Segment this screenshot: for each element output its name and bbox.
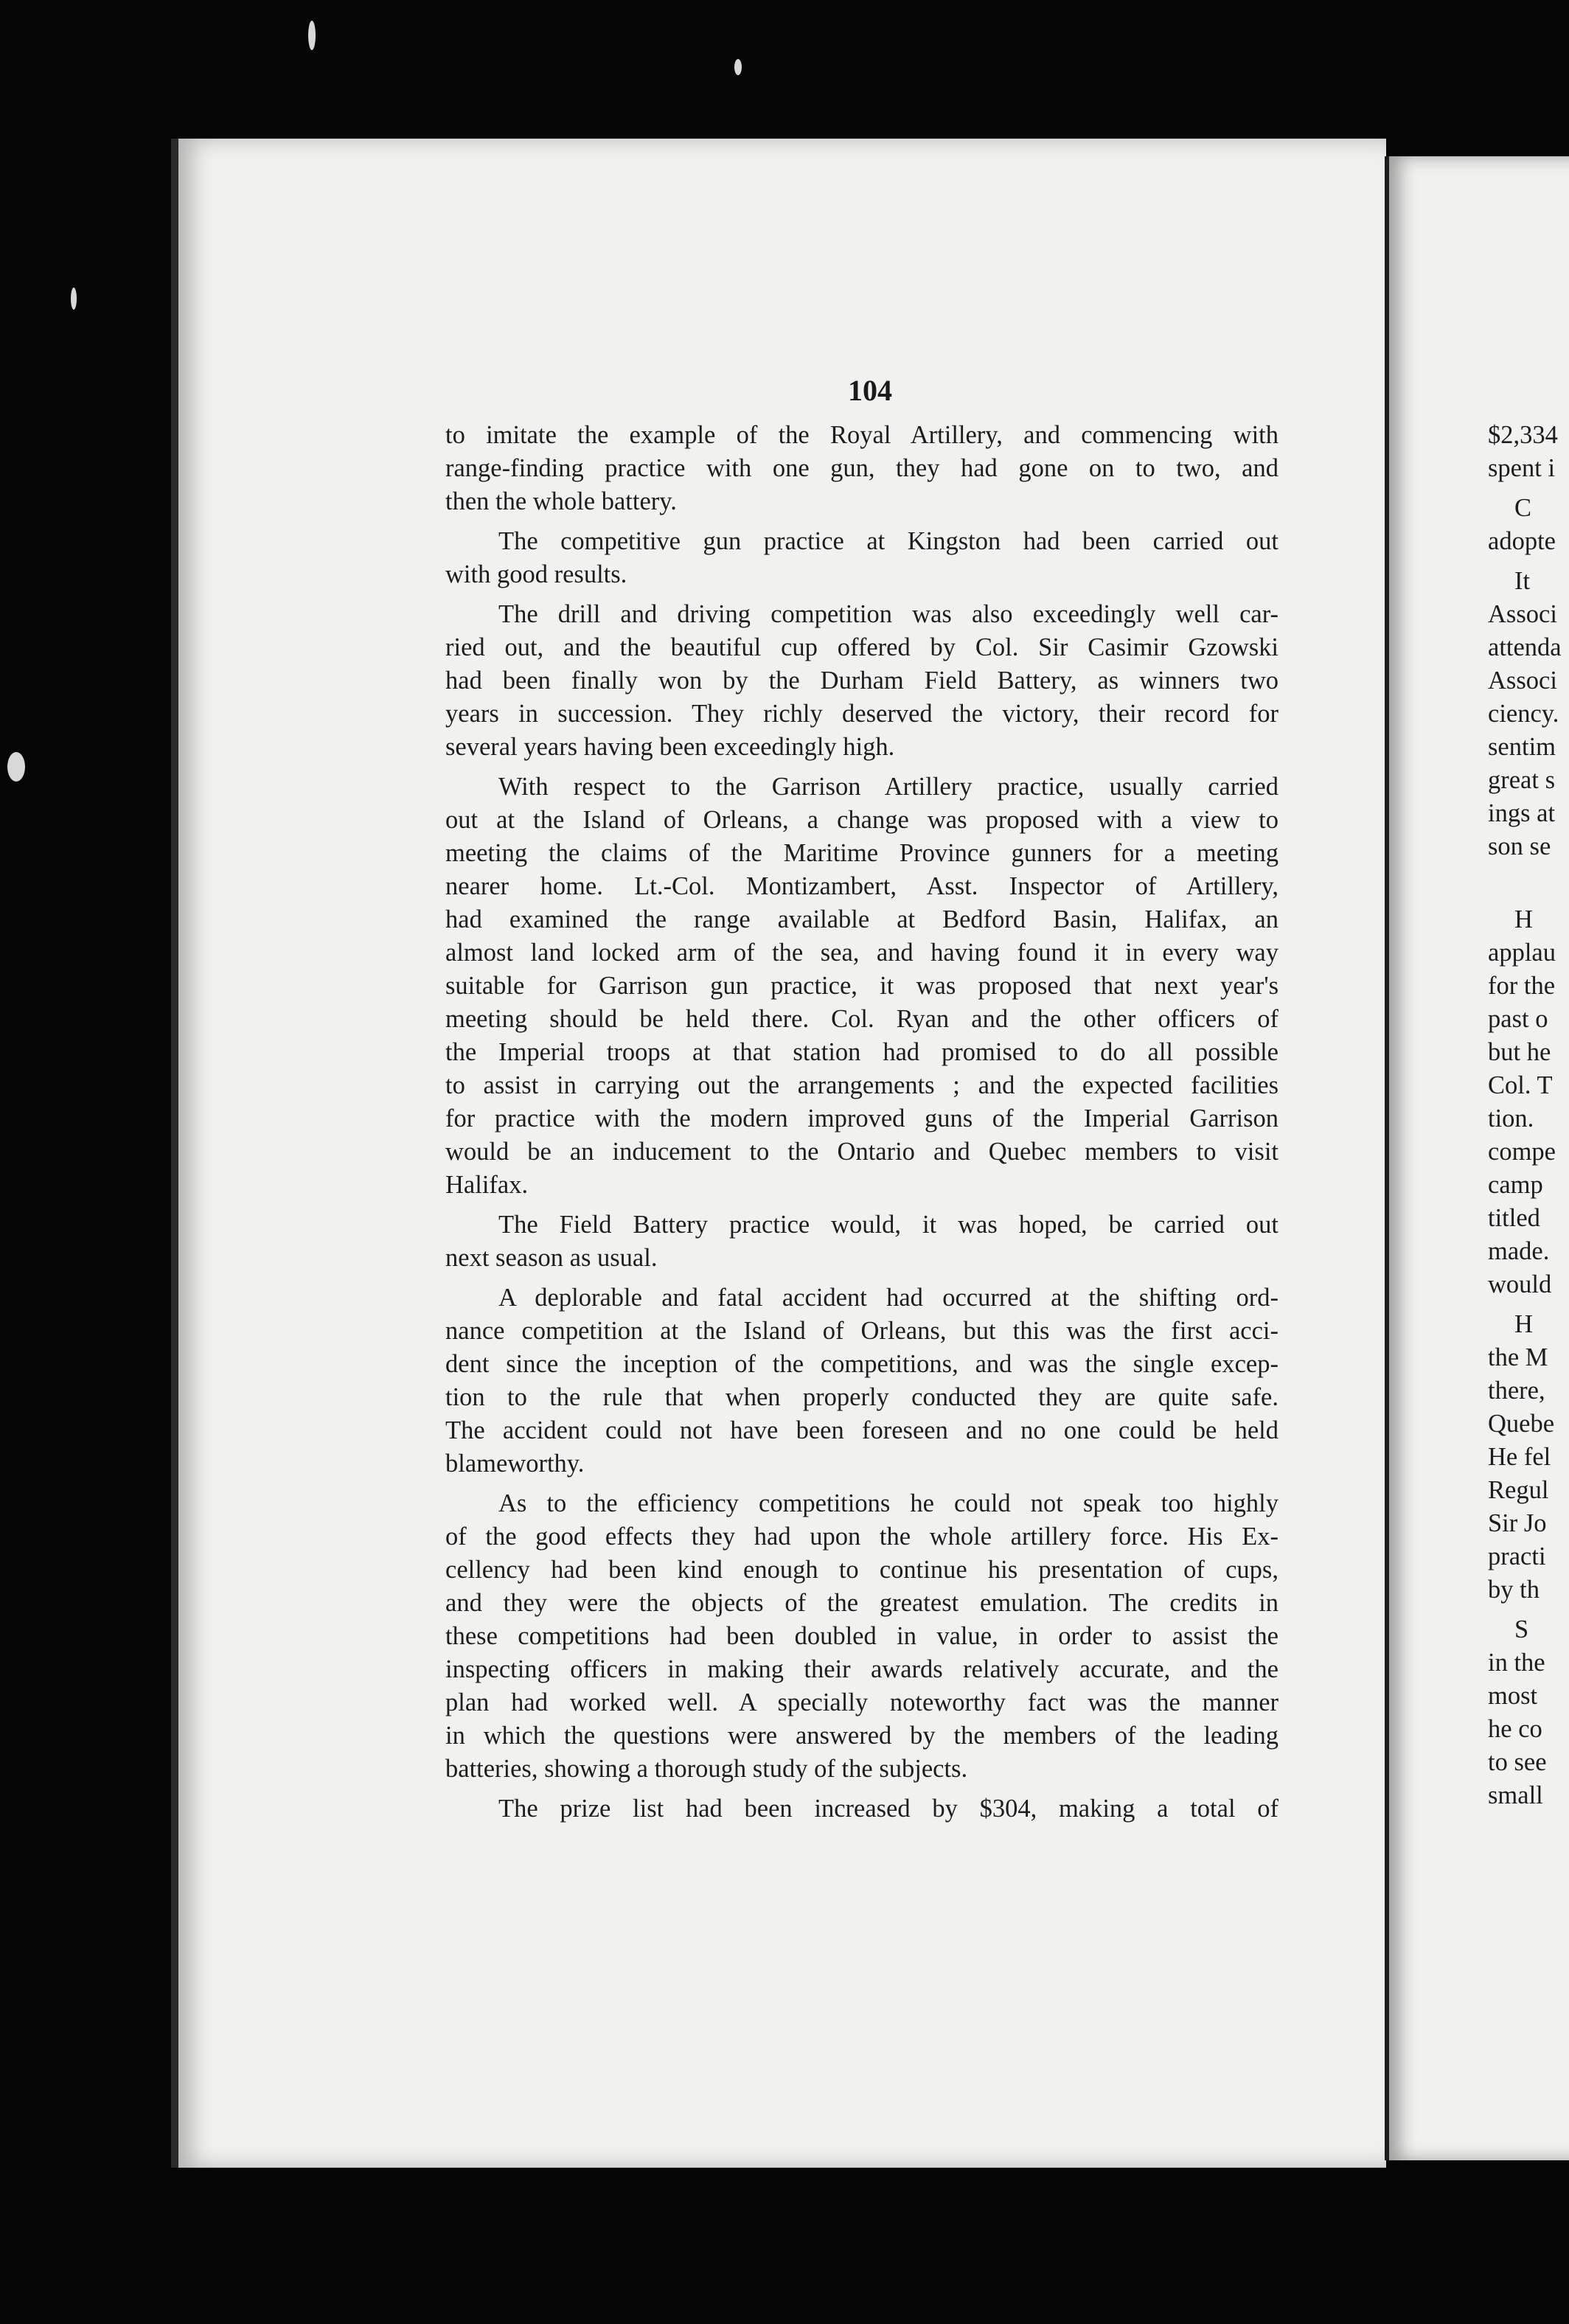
right-text-line: titled bbox=[1488, 1204, 1540, 1232]
right-text-line: past o bbox=[1488, 1005, 1548, 1033]
right-text-line: Sir Jo bbox=[1488, 1509, 1547, 1537]
right-text-line: in the bbox=[1488, 1649, 1545, 1677]
right-text-line: spent i bbox=[1488, 454, 1556, 482]
text-line: out at the Island of Orleans, a change was proposed with a view to bbox=[445, 806, 1278, 834]
right-text-line: Associ bbox=[1488, 600, 1557, 628]
text-line: The prize list had been increased by $304, making a total of bbox=[498, 1795, 1278, 1823]
right-text-line: Col. T bbox=[1488, 1071, 1553, 1099]
text-line: then the whole battery. bbox=[445, 487, 677, 515]
scan-speck bbox=[308, 21, 316, 50]
text-line: had been finally won by the Durham Field Battery, as winners two bbox=[445, 667, 1278, 695]
right-text-line: son se bbox=[1488, 832, 1551, 860]
text-line: meeting the claims of the Maritime Province gunners for a meeting bbox=[445, 839, 1278, 867]
text-line: tion to the rule that when properly conducted they are quite safe. bbox=[445, 1383, 1278, 1411]
left-page-text bbox=[445, 419, 1278, 1826]
text-line: next season as usual. bbox=[445, 1244, 658, 1272]
text-line: dent since the inception of the competitions, and was the single excep- bbox=[445, 1350, 1278, 1378]
right-text-line: camp bbox=[1488, 1171, 1543, 1199]
text-line: blameworthy. bbox=[445, 1450, 585, 1478]
scan-speck bbox=[71, 288, 77, 310]
right-text-line: It bbox=[1514, 567, 1531, 595]
text-line: with good results. bbox=[445, 560, 627, 588]
right-text-line: $2,334 bbox=[1488, 421, 1558, 449]
right-text-line: attenda bbox=[1488, 633, 1562, 661]
text-line: several years having been exceedingly high. bbox=[445, 733, 895, 761]
text-line: meeting should be held there. Col. Ryan and the other officers of bbox=[445, 1005, 1278, 1033]
right-text-line: S bbox=[1514, 1615, 1529, 1643]
text-line: for practice with the modern improved guns of the Imperial Garrison bbox=[445, 1104, 1278, 1133]
text-line: to assist in carrying out the arrangements ; and the expected facilities bbox=[445, 1071, 1278, 1099]
text-line: and they were the objects of the greatest emulation. The credits in bbox=[445, 1589, 1278, 1617]
scan-speck bbox=[7, 752, 25, 782]
text-line: almost land locked arm of the sea, and having found it in every way bbox=[445, 939, 1278, 967]
text-line: A deplorable and fatal accident had occurred at the shifting ord- bbox=[498, 1284, 1278, 1312]
text-line: cellency had been kind enough to continue his presentation of cups, bbox=[445, 1556, 1278, 1584]
text-line: inspecting officers in making their awards relatively accurate, and the bbox=[445, 1655, 1278, 1683]
right-text-line: He fel bbox=[1488, 1443, 1551, 1471]
right-text-line: great s bbox=[1488, 766, 1556, 794]
right-text-line: would bbox=[1488, 1270, 1552, 1298]
text-line: plan had worked well. A specially noteworthy fact was the manner bbox=[445, 1688, 1278, 1716]
text-line: As to the efficiency competitions he could not speak too highly bbox=[498, 1489, 1278, 1517]
right-text-line: made. bbox=[1488, 1237, 1550, 1265]
text-line: With respect to the Garrison Artillery practice, usually carried bbox=[498, 773, 1278, 801]
text-line: in which the questions were answered by the members of the leading bbox=[445, 1722, 1278, 1750]
right-text-line: most bbox=[1488, 1682, 1538, 1710]
right-text-line: by th bbox=[1488, 1576, 1540, 1604]
text-line: the Imperial troops at that station had promised to do all possible bbox=[445, 1038, 1278, 1066]
right-text-line bbox=[1488, 863, 1569, 897]
right-text-line: Quebe bbox=[1488, 1410, 1555, 1438]
text-line: The competitive gun practice at Kingston had been carried out bbox=[498, 527, 1278, 555]
right-text-line: to see bbox=[1488, 1748, 1547, 1776]
right-text-line: there, bbox=[1488, 1377, 1545, 1405]
right-text-line: compe bbox=[1488, 1138, 1556, 1166]
right-text-line: ciency. bbox=[1488, 700, 1559, 728]
right-text-line: applau bbox=[1488, 939, 1556, 967]
text-line: ried out, and the beautiful cup offered by Col. Sir Casimir Gzowski bbox=[445, 633, 1278, 661]
right-text-line: sentim bbox=[1488, 733, 1556, 761]
text-line: nearer home. Lt.-Col. Montizambert, Asst. Inspector of Artillery, bbox=[445, 872, 1278, 900]
right-text-line: C bbox=[1514, 494, 1532, 522]
scan-speck bbox=[734, 59, 742, 75]
right-page-text-cropped bbox=[1488, 419, 1569, 1812]
text-line: to imitate the example of the Royal Artillery, and commencing with bbox=[445, 421, 1278, 449]
right-text-line: for the bbox=[1488, 972, 1556, 1000]
text-line: The accident could not have been foreseen and no one could be held bbox=[445, 1416, 1278, 1444]
right-text-line: Regul bbox=[1488, 1476, 1549, 1504]
page-number: 104 bbox=[848, 374, 892, 407]
right-text-line: practi bbox=[1488, 1542, 1546, 1570]
text-line: of the good effects they had upon the whole artillery force. His Ex- bbox=[445, 1523, 1278, 1551]
text-line: these competitions had been doubled in value, in order to assist the bbox=[445, 1622, 1278, 1650]
text-line: Halifax. bbox=[445, 1171, 529, 1199]
right-text-line: but he bbox=[1488, 1038, 1551, 1066]
right-text-line: the M bbox=[1488, 1343, 1548, 1371]
right-text-line: H bbox=[1514, 905, 1533, 933]
text-line: had examined the range available at Bedford Basin, Halifax, an bbox=[445, 905, 1278, 933]
right-text-line: small bbox=[1488, 1781, 1543, 1809]
text-line: years in succession. They richly deserved the victory, their record for bbox=[445, 700, 1278, 728]
text-line: would be an inducement to the Ontario and Quebec members to visit bbox=[445, 1138, 1278, 1166]
right-text-line: adopte bbox=[1488, 527, 1556, 555]
right-text-line: he co bbox=[1488, 1715, 1542, 1743]
right-text-line: Associ bbox=[1488, 667, 1557, 695]
text-line: suitable for Garrison gun practice, it was proposed that next year's bbox=[445, 972, 1278, 1000]
right-text-line: tion. bbox=[1488, 1104, 1534, 1133]
text-line: batteries, showing a thorough study of the subjects. bbox=[445, 1755, 968, 1783]
text-line: The drill and driving competition was also exceedingly well car- bbox=[498, 600, 1278, 628]
right-text-line: ings at bbox=[1488, 799, 1556, 827]
text-line: nance competition at the Island of Orleans, but this was the first acci- bbox=[445, 1317, 1278, 1345]
text-line: The Field Battery practice would, it was hoped, be carried out bbox=[498, 1211, 1278, 1239]
text-line: range-finding practice with one gun, they had gone on to two, and bbox=[445, 454, 1278, 482]
right-text-line: H bbox=[1514, 1310, 1533, 1338]
